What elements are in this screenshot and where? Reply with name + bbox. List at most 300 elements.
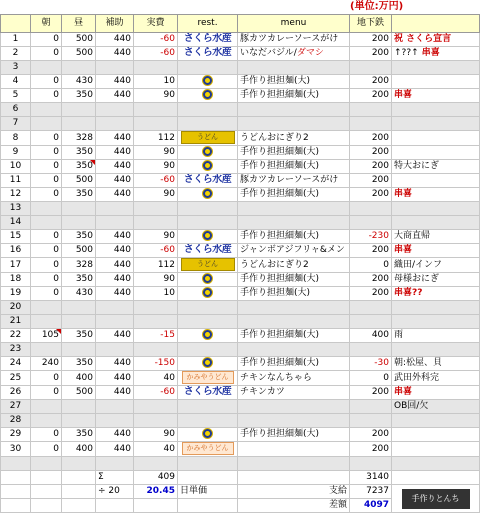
breakfast-cell[interactable] [31, 400, 62, 414]
divisor-label[interactable]: ÷ 20 [96, 485, 134, 499]
subway-cell[interactable]: 200 [350, 160, 392, 174]
restaurant-cell[interactable] [178, 188, 238, 202]
restaurant-cell[interactable] [178, 329, 238, 343]
header-cell[interactable] [392, 15, 480, 33]
day-cell[interactable]: 9 [1, 146, 31, 160]
menu-cell[interactable] [238, 315, 350, 329]
subway-cell[interactable]: 200 [350, 386, 392, 400]
menu-cell[interactable] [238, 230, 350, 244]
restaurant-cell[interactable] [178, 117, 238, 131]
memo-cell[interactable] [392, 75, 480, 89]
header-cell[interactable]: rest. [178, 15, 238, 33]
menu-cell[interactable] [238, 258, 350, 273]
allowance-cell[interactable]: 440 [96, 131, 134, 146]
allowance-cell[interactable]: 440 [96, 75, 134, 89]
restaurant-cell[interactable] [178, 273, 238, 287]
empty-cell[interactable] [31, 471, 62, 485]
memo-cell[interactable] [392, 244, 480, 258]
sigma-value[interactable]: 409 [134, 471, 178, 485]
memo-cell[interactable] [392, 89, 480, 103]
allowance-cell[interactable]: 440 [96, 442, 134, 457]
breakfast-cell[interactable]: 0 [31, 174, 62, 188]
allowance-cell[interactable]: 440 [96, 174, 134, 188]
subway-cell[interactable]: 200 [350, 287, 392, 301]
lunch-cell[interactable] [62, 103, 96, 117]
menu-cell[interactable] [238, 442, 350, 457]
menu-cell[interactable] [238, 343, 350, 357]
empty-cell[interactable] [392, 471, 480, 485]
allowance-cell[interactable] [96, 343, 134, 357]
subway-cell[interactable]: 200 [350, 146, 392, 160]
allowance-cell[interactable]: 440 [96, 188, 134, 202]
memo-cell[interactable] [392, 146, 480, 160]
subway-cell[interactable]: 200 [350, 188, 392, 202]
day-cell[interactable]: 22 [1, 329, 31, 343]
day-cell[interactable] [1, 457, 31, 471]
actual-cost-cell[interactable] [134, 61, 178, 75]
lunch-cell[interactable]: 500 [62, 174, 96, 188]
actual-cost-cell[interactable]: 90 [134, 146, 178, 160]
breakfast-cell[interactable] [31, 202, 62, 216]
day-cell[interactable]: 8 [1, 131, 31, 146]
day-cell[interactable]: 7 [1, 117, 31, 131]
header-cell[interactable]: 実費 [134, 15, 178, 33]
breakfast-cell[interactable]: 0 [31, 160, 62, 174]
lunch-cell[interactable] [62, 315, 96, 329]
restaurant-cell[interactable] [178, 174, 238, 188]
breakfast-cell[interactable]: 240 [31, 357, 62, 371]
actual-cost-cell[interactable] [134, 457, 178, 471]
breakfast-cell[interactable] [31, 414, 62, 428]
actual-cost-cell[interactable]: -150 [134, 357, 178, 371]
restaurant-cell[interactable] [178, 287, 238, 301]
subway-cell[interactable]: 200 [350, 33, 392, 47]
lunch-cell[interactable]: 500 [62, 47, 96, 61]
day-cell[interactable]: 12 [1, 188, 31, 202]
memo-cell[interactable] [392, 329, 480, 343]
actual-cost-cell[interactable] [134, 414, 178, 428]
restaurant-cell[interactable] [178, 357, 238, 371]
restaurant-cell[interactable] [178, 386, 238, 400]
lunch-cell[interactable]: 350 [62, 230, 96, 244]
memo-cell[interactable] [392, 216, 480, 230]
allowance-cell[interactable]: 440 [96, 244, 134, 258]
lunch-cell[interactable] [62, 414, 96, 428]
restaurant-cell[interactable] [178, 457, 238, 471]
menu-cell[interactable] [238, 131, 350, 146]
restaurant-cell[interactable] [178, 47, 238, 61]
day-cell[interactable]: 13 [1, 202, 31, 216]
memo-cell[interactable] [392, 428, 480, 442]
restaurant-cell[interactable] [178, 216, 238, 230]
actual-cost-cell[interactable] [134, 202, 178, 216]
memo-cell[interactable] [392, 33, 480, 47]
breakfast-cell[interactable]: 0 [31, 47, 62, 61]
actual-cost-cell[interactable]: 90 [134, 428, 178, 442]
lunch-cell[interactable]: 350 [62, 89, 96, 103]
actual-cost-cell[interactable]: 112 [134, 258, 178, 273]
memo-cell[interactable] [392, 230, 480, 244]
menu-cell[interactable] [238, 103, 350, 117]
day-cell[interactable]: 14 [1, 216, 31, 230]
subway-cell[interactable] [350, 315, 392, 329]
restaurant-cell[interactable] [178, 414, 238, 428]
breakfast-cell[interactable]: 0 [31, 287, 62, 301]
lunch-cell[interactable]: 328 [62, 258, 96, 273]
lunch-cell[interactable]: 400 [62, 442, 96, 457]
memo-cell[interactable] [392, 386, 480, 400]
subway-cell[interactable] [350, 400, 392, 414]
subway-cell[interactable] [350, 117, 392, 131]
empty-cell[interactable] [62, 499, 96, 513]
lunch-cell[interactable]: 350 [62, 188, 96, 202]
breakfast-cell[interactable]: 0 [31, 75, 62, 89]
day-cell[interactable]: 11 [1, 174, 31, 188]
subway-cell[interactable]: 200 [350, 442, 392, 457]
subway-cell[interactable]: 200 [350, 75, 392, 89]
empty-cell[interactable] [31, 485, 62, 499]
memo-cell[interactable] [392, 61, 480, 75]
day-cell[interactable]: 18 [1, 273, 31, 287]
actual-cost-cell[interactable]: 10 [134, 287, 178, 301]
allowance-cell[interactable]: 440 [96, 386, 134, 400]
allowance-cell[interactable]: 440 [96, 146, 134, 160]
day-cell[interactable]: 26 [1, 386, 31, 400]
menu-cell[interactable] [238, 89, 350, 103]
allowance-cell[interactable]: 440 [96, 287, 134, 301]
memo-cell[interactable] [392, 400, 480, 414]
menu-cell[interactable] [238, 414, 350, 428]
menu-cell[interactable] [238, 244, 350, 258]
actual-cost-cell[interactable]: 112 [134, 131, 178, 146]
menu-cell[interactable] [238, 287, 350, 301]
breakfast-cell[interactable]: 0 [31, 131, 62, 146]
menu-cell[interactable] [238, 47, 350, 61]
header-cell[interactable] [1, 15, 31, 33]
breakfast-cell[interactable] [31, 301, 62, 315]
lunch-cell[interactable]: 500 [62, 244, 96, 258]
subway-cell[interactable] [350, 216, 392, 230]
stamp-cell[interactable] [392, 485, 480, 513]
memo-cell[interactable] [392, 457, 480, 471]
memo-cell[interactable] [392, 202, 480, 216]
breakfast-cell[interactable]: 105 [31, 329, 62, 343]
actual-cost-cell[interactable]: 10 [134, 75, 178, 89]
actual-cost-cell[interactable]: -60 [134, 386, 178, 400]
day-cell[interactable]: 23 [1, 343, 31, 357]
lunch-cell[interactable]: 500 [62, 33, 96, 47]
actual-cost-cell[interactable] [134, 400, 178, 414]
breakfast-cell[interactable] [31, 61, 62, 75]
actual-cost-cell[interactable] [134, 315, 178, 329]
day-cell[interactable]: 10 [1, 160, 31, 174]
allowance-cell[interactable]: 440 [96, 258, 134, 273]
subway-cell[interactable] [350, 301, 392, 315]
memo-cell[interactable] [392, 258, 480, 273]
subway-cell[interactable] [350, 202, 392, 216]
allowance-cell[interactable]: 440 [96, 89, 134, 103]
restaurant-cell[interactable] [178, 131, 238, 146]
memo-cell[interactable] [392, 287, 480, 301]
memo-cell[interactable] [392, 160, 480, 174]
day-cell[interactable]: 1 [1, 33, 31, 47]
actual-cost-cell[interactable]: -60 [134, 33, 178, 47]
actual-cost-cell[interactable]: -15 [134, 329, 178, 343]
header-cell[interactable]: 補助 [96, 15, 134, 33]
menu-cell[interactable] [238, 428, 350, 442]
allowance-cell[interactable] [96, 301, 134, 315]
subway-cell[interactable] [350, 414, 392, 428]
actual-cost-cell[interactable]: 90 [134, 160, 178, 174]
allowance-cell[interactable]: 440 [96, 33, 134, 47]
menu-cell[interactable] [238, 216, 350, 230]
breakfast-cell[interactable]: 0 [31, 146, 62, 160]
breakfast-cell[interactable]: 0 [31, 386, 62, 400]
memo-cell[interactable] [392, 188, 480, 202]
difference-label[interactable]: 差額 [238, 499, 350, 513]
restaurant-cell[interactable] [178, 315, 238, 329]
day-cell[interactable]: 15 [1, 230, 31, 244]
lunch-cell[interactable] [62, 457, 96, 471]
day-cell[interactable]: 4 [1, 75, 31, 89]
lunch-cell[interactable] [62, 117, 96, 131]
subway-cell[interactable]: 200 [350, 89, 392, 103]
breakfast-cell[interactable]: 0 [31, 188, 62, 202]
lunch-cell[interactable]: 430 [62, 287, 96, 301]
difference-value[interactable]: 4097 [350, 499, 392, 513]
allowance-cell[interactable]: 440 [96, 371, 134, 386]
actual-cost-cell[interactable]: 40 [134, 442, 178, 457]
lunch-cell[interactable]: 430 [62, 75, 96, 89]
breakfast-cell[interactable]: 0 [31, 89, 62, 103]
breakfast-cell[interactable]: 0 [31, 273, 62, 287]
breakfast-cell[interactable] [31, 103, 62, 117]
restaurant-cell[interactable] [178, 230, 238, 244]
memo-cell[interactable] [392, 343, 480, 357]
breakfast-cell[interactable] [31, 457, 62, 471]
actual-cost-cell[interactable]: 90 [134, 230, 178, 244]
restaurant-cell[interactable] [178, 442, 238, 457]
allowance-cell[interactable] [96, 61, 134, 75]
day-cell[interactable]: 29 [1, 428, 31, 442]
breakfast-cell[interactable] [31, 315, 62, 329]
empty-cell[interactable] [1, 499, 31, 513]
lunch-cell[interactable] [62, 400, 96, 414]
memo-cell[interactable] [392, 273, 480, 287]
day-cell[interactable]: 6 [1, 103, 31, 117]
allowance-cell[interactable] [96, 457, 134, 471]
allowance-cell[interactable] [96, 216, 134, 230]
subway-cell[interactable]: 400 [350, 329, 392, 343]
menu-cell[interactable] [238, 146, 350, 160]
menu-cell[interactable] [238, 400, 350, 414]
daily-average-value[interactable]: 20.45 [134, 485, 178, 499]
actual-cost-cell[interactable]: -60 [134, 244, 178, 258]
header-cell[interactable]: 昼 [62, 15, 96, 33]
restaurant-cell[interactable] [178, 400, 238, 414]
breakfast-cell[interactable] [31, 343, 62, 357]
empty-cell[interactable] [178, 471, 238, 485]
memo-cell[interactable] [392, 371, 480, 386]
subway-cell[interactable]: 200 [350, 47, 392, 61]
allowance-cell[interactable]: 440 [96, 428, 134, 442]
lunch-cell[interactable]: 328 [62, 131, 96, 146]
subway-cell[interactable]: 0 [350, 258, 392, 273]
lunch-cell[interactable] [62, 216, 96, 230]
breakfast-cell[interactable]: 0 [31, 442, 62, 457]
subway-cell[interactable] [350, 61, 392, 75]
restaurant-cell[interactable] [178, 61, 238, 75]
menu-cell[interactable] [238, 386, 350, 400]
breakfast-cell[interactable]: 0 [31, 244, 62, 258]
day-cell[interactable]: 17 [1, 258, 31, 273]
menu-cell[interactable] [238, 117, 350, 131]
day-cell[interactable]: 3 [1, 61, 31, 75]
empty-cell[interactable] [62, 485, 96, 499]
restaurant-cell[interactable] [178, 258, 238, 273]
allowance-cell[interactable]: 440 [96, 230, 134, 244]
empty-cell[interactable] [96, 499, 134, 513]
day-cell[interactable]: 28 [1, 414, 31, 428]
menu-cell[interactable] [238, 329, 350, 343]
memo-cell[interactable] [392, 315, 480, 329]
restaurant-cell[interactable] [178, 244, 238, 258]
memo-cell[interactable] [392, 174, 480, 188]
restaurant-cell[interactable] [178, 33, 238, 47]
lunch-cell[interactable]: 500 [62, 386, 96, 400]
allowance-cell[interactable]: 440 [96, 273, 134, 287]
menu-cell[interactable] [238, 174, 350, 188]
day-cell[interactable]: 5 [1, 89, 31, 103]
subway-cell[interactable]: 200 [350, 174, 392, 188]
restaurant-cell[interactable] [178, 89, 238, 103]
allowance-cell[interactable] [96, 117, 134, 131]
empty-cell[interactable] [238, 471, 350, 485]
menu-cell[interactable] [238, 188, 350, 202]
allowance-cell[interactable]: 440 [96, 160, 134, 174]
day-cell[interactable]: 21 [1, 315, 31, 329]
restaurant-cell[interactable] [178, 343, 238, 357]
subway-cell[interactable]: 200 [350, 273, 392, 287]
empty-cell[interactable] [62, 471, 96, 485]
restaurant-cell[interactable] [178, 202, 238, 216]
actual-cost-cell[interactable] [134, 117, 178, 131]
breakfast-cell[interactable]: 0 [31, 258, 62, 273]
menu-cell[interactable] [238, 357, 350, 371]
actual-cost-cell[interactable]: -60 [134, 174, 178, 188]
subway-cell[interactable]: 200 [350, 428, 392, 442]
memo-cell[interactable] [392, 442, 480, 457]
restaurant-cell[interactable] [178, 301, 238, 315]
allowance-cell[interactable]: 440 [96, 357, 134, 371]
allowance-cell[interactable] [96, 414, 134, 428]
menu-cell[interactable] [238, 457, 350, 471]
subway-cell[interactable]: 0 [350, 371, 392, 386]
restaurant-cell[interactable] [178, 103, 238, 117]
day-cell[interactable]: 20 [1, 301, 31, 315]
sigma-label[interactable]: Σ [96, 471, 134, 485]
menu-cell[interactable] [238, 202, 350, 216]
day-cell[interactable]: 27 [1, 400, 31, 414]
memo-cell[interactable] [392, 414, 480, 428]
lunch-cell[interactable]: 350 [62, 357, 96, 371]
menu-cell[interactable] [238, 75, 350, 89]
lunch-cell[interactable]: 350 [62, 428, 96, 442]
subway-cell[interactable] [350, 457, 392, 471]
memo-cell[interactable] [392, 301, 480, 315]
restaurant-cell[interactable] [178, 160, 238, 174]
lunch-cell[interactable] [62, 343, 96, 357]
allowance-cell[interactable] [96, 315, 134, 329]
subway-cell[interactable]: 200 [350, 131, 392, 146]
memo-cell[interactable] [392, 103, 480, 117]
subway-cell[interactable]: -230 [350, 230, 392, 244]
subway-cell[interactable] [350, 103, 392, 117]
breakfast-cell[interactable]: 0 [31, 428, 62, 442]
subway-cell[interactable] [350, 343, 392, 357]
menu-cell[interactable] [238, 273, 350, 287]
payment-value[interactable]: 7237 [350, 485, 392, 499]
lunch-cell[interactable]: 350 [62, 146, 96, 160]
breakfast-cell[interactable]: 0 [31, 230, 62, 244]
actual-cost-cell[interactable] [134, 103, 178, 117]
payment-label[interactable]: 支給 [238, 485, 350, 499]
header-cell[interactable]: 地下鉄 [350, 15, 392, 33]
memo-cell[interactable] [392, 131, 480, 146]
lunch-cell[interactable]: 350 [62, 273, 96, 287]
lunch-cell[interactable] [62, 202, 96, 216]
restaurant-cell[interactable] [178, 371, 238, 386]
actual-cost-cell[interactable] [134, 216, 178, 230]
memo-cell[interactable] [392, 357, 480, 371]
lunch-cell[interactable]: 400 [62, 371, 96, 386]
menu-cell[interactable] [238, 301, 350, 315]
allowance-cell[interactable] [96, 103, 134, 117]
breakfast-cell[interactable] [31, 117, 62, 131]
restaurant-cell[interactable] [178, 75, 238, 89]
breakfast-cell[interactable] [31, 216, 62, 230]
menu-cell[interactable] [238, 33, 350, 47]
allowance-cell[interactable] [96, 202, 134, 216]
allowance-cell[interactable]: 440 [96, 329, 134, 343]
header-cell[interactable]: menu [238, 15, 350, 33]
day-cell[interactable]: 2 [1, 47, 31, 61]
empty-cell[interactable] [134, 499, 178, 513]
empty-cell[interactable] [178, 499, 238, 513]
daily-average-label[interactable]: 日単価 [178, 485, 238, 499]
subway-cell[interactable]: -30 [350, 357, 392, 371]
actual-cost-cell[interactable]: 90 [134, 188, 178, 202]
restaurant-cell[interactable] [178, 428, 238, 442]
allowance-cell[interactable] [96, 400, 134, 414]
lunch-cell[interactable]: 350 [62, 160, 96, 174]
actual-cost-cell[interactable]: 40 [134, 371, 178, 386]
lunch-cell[interactable]: 350 [62, 329, 96, 343]
allowance-cell[interactable]: 440 [96, 47, 134, 61]
memo-cell[interactable] [392, 47, 480, 61]
day-cell[interactable]: 16 [1, 244, 31, 258]
actual-cost-cell[interactable]: 90 [134, 273, 178, 287]
menu-cell[interactable] [238, 160, 350, 174]
day-cell[interactable]: 30 [1, 442, 31, 457]
empty-cell[interactable] [1, 485, 31, 499]
memo-cell[interactable] [392, 117, 480, 131]
subway-total[interactable]: 3140 [350, 471, 392, 485]
day-cell[interactable]: 25 [1, 371, 31, 386]
breakfast-cell[interactable]: 0 [31, 371, 62, 386]
day-cell[interactable]: 19 [1, 287, 31, 301]
empty-cell[interactable] [31, 499, 62, 513]
